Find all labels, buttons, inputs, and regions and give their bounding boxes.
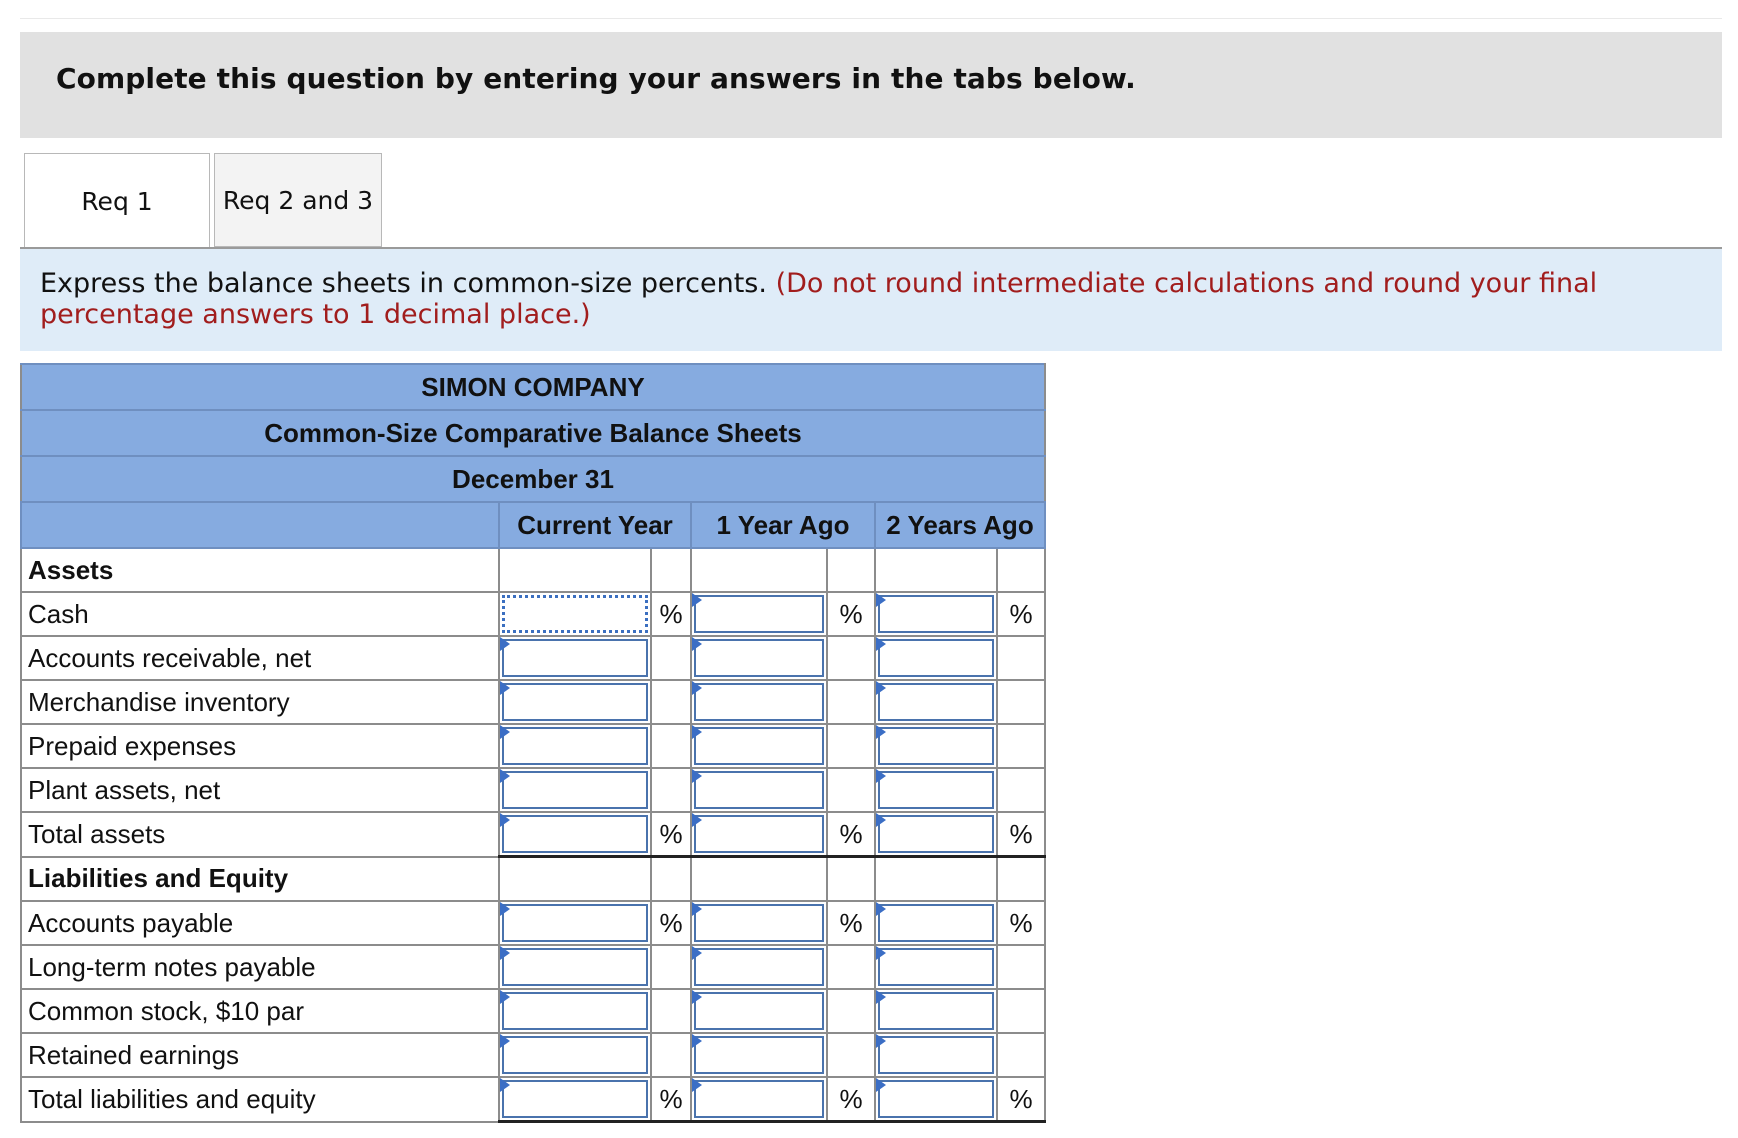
input-marker-icon <box>500 725 510 739</box>
input-marker-icon <box>692 769 702 783</box>
balance-sheet-table <box>20 363 1046 1123</box>
percent-sign: % <box>997 812 1045 857</box>
total-liabilities-equity-1-year-ago-input[interactable] <box>694 1080 824 1118</box>
row-prepaid-expenses <box>21 724 1045 768</box>
percent-sign: % <box>651 592 691 636</box>
row-plant-assets <box>21 768 1045 812</box>
top-divider <box>20 18 1722 19</box>
prepaid-expenses-1-year-ago-input[interactable] <box>694 727 824 765</box>
merchandise-inventory-current-year-input[interactable] <box>502 683 648 721</box>
row-liabilities-heading <box>21 857 1045 902</box>
input-marker-icon <box>500 637 510 651</box>
input-marker-icon <box>876 725 886 739</box>
accounts-payable-2-years-ago-input[interactable] <box>878 904 994 942</box>
row-label: Accounts receivable, net <box>21 636 499 680</box>
row-label: Accounts payable <box>21 901 499 945</box>
plant-assets-2-years-ago-input[interactable] <box>878 771 994 809</box>
common-stock-1-year-ago-input[interactable] <box>694 992 824 1030</box>
row-accounts-receivable <box>21 636 1045 680</box>
instruction-banner <box>20 32 1722 138</box>
percent-sign: % <box>827 1077 875 1122</box>
percent-sign: % <box>827 592 875 636</box>
prepaid-expenses-2-years-ago-input[interactable] <box>878 727 994 765</box>
input-marker-icon <box>692 725 702 739</box>
input-marker-icon <box>876 902 886 916</box>
percent-sign: % <box>651 812 691 857</box>
percent-sign: % <box>827 812 875 857</box>
row-label: Assets <box>21 548 499 592</box>
input-marker-icon <box>876 990 886 1004</box>
row-label: Common stock, $10 par <box>21 989 499 1033</box>
input-marker-icon <box>500 1078 510 1092</box>
total-assets-current-year-input[interactable] <box>502 815 648 853</box>
input-marker-icon <box>876 1034 886 1048</box>
input-marker-icon <box>500 990 510 1004</box>
statement-title: Common-Size Comparative Balance Sheets <box>21 410 1045 456</box>
input-marker-icon <box>500 813 510 827</box>
percent-sign: % <box>651 901 691 945</box>
row-long-term-notes-payable <box>21 945 1045 989</box>
accounts-payable-current-year-input[interactable] <box>502 904 648 942</box>
input-marker-icon <box>692 990 702 1004</box>
plant-assets-current-year-input[interactable] <box>502 771 648 809</box>
instructions-panel <box>20 249 1722 351</box>
input-marker-icon <box>692 902 702 916</box>
input-marker-icon <box>500 946 510 960</box>
row-label: Prepaid expenses <box>21 724 499 768</box>
instructions-main: Express the balance sheets in common-size percents. <box>40 268 767 299</box>
row-accounts-payable <box>21 901 1045 945</box>
input-marker-icon <box>876 769 886 783</box>
accounts-receivable-current-year-input[interactable] <box>502 639 648 677</box>
statement-date: December 31 <box>21 456 1045 502</box>
retained-earnings-current-year-input[interactable] <box>502 1036 648 1074</box>
input-marker-icon <box>692 813 702 827</box>
retained-earnings-2-years-ago-input[interactable] <box>878 1036 994 1074</box>
row-label: Plant assets, net <box>21 768 499 812</box>
input-marker-icon <box>692 637 702 651</box>
row-label: Liabilities and Equity <box>21 857 499 902</box>
row-common-stock <box>21 989 1045 1033</box>
cash-current-year-input[interactable] <box>502 595 648 633</box>
row-merchandise-inventory <box>21 680 1045 724</box>
accounts-receivable-2-years-ago-input[interactable] <box>878 639 994 677</box>
banner-text: Complete this question by entering your answers in the tabs below. <box>56 62 1136 95</box>
total-liabilities-equity-current-year-input[interactable] <box>502 1080 648 1118</box>
total-assets-1-year-ago-input[interactable] <box>694 815 824 853</box>
cash-1-year-ago-input[interactable] <box>694 595 824 633</box>
column-header-1-year-ago: 1 Year Ago <box>691 502 875 548</box>
percent-sign: % <box>997 901 1045 945</box>
row-label: Retained earnings <box>21 1033 499 1077</box>
input-marker-icon <box>692 1078 702 1092</box>
row-total-assets <box>21 812 1045 857</box>
tab-req-2-and-3[interactable]: Req 2 and 3 <box>214 153 382 247</box>
input-marker-icon <box>500 681 510 695</box>
percent-sign: % <box>997 592 1045 636</box>
cash-2-years-ago-input[interactable] <box>878 595 994 633</box>
input-marker-icon <box>876 813 886 827</box>
row-label: Cash <box>21 592 499 636</box>
accounts-receivable-1-year-ago-input[interactable] <box>694 639 824 677</box>
total-assets-2-years-ago-input[interactable] <box>878 815 994 853</box>
input-marker-icon <box>692 681 702 695</box>
input-marker-icon <box>500 769 510 783</box>
company-name: SIMON COMPANY <box>21 364 1045 410</box>
input-marker-icon <box>692 1034 702 1048</box>
long-term-notes-1-year-ago-input[interactable] <box>694 948 824 986</box>
accounts-payable-1-year-ago-input[interactable] <box>694 904 824 942</box>
common-stock-current-year-input[interactable] <box>502 992 648 1030</box>
tab-req-1[interactable]: Req 1 <box>24 153 210 249</box>
input-marker-icon <box>876 637 886 651</box>
row-retained-earnings <box>21 1033 1045 1077</box>
input-marker-icon <box>692 946 702 960</box>
label-column-header <box>21 502 499 548</box>
merchandise-inventory-2-years-ago-input[interactable] <box>878 683 994 721</box>
plant-assets-1-year-ago-input[interactable] <box>694 771 824 809</box>
input-marker-icon <box>876 946 886 960</box>
row-label: Long-term notes payable <box>21 945 499 989</box>
input-marker-icon <box>876 1078 886 1092</box>
input-marker-icon <box>500 902 510 916</box>
long-term-notes-2-years-ago-input[interactable] <box>878 948 994 986</box>
common-stock-2-years-ago-input[interactable] <box>878 992 994 1030</box>
row-label: Total liabilities and equity <box>21 1077 499 1122</box>
long-term-notes-current-year-input[interactable] <box>502 948 648 986</box>
input-marker-icon <box>876 593 886 607</box>
percent-sign: % <box>651 1077 691 1122</box>
input-marker-icon <box>500 1034 510 1048</box>
input-marker-icon <box>692 593 702 607</box>
percent-sign: % <box>827 901 875 945</box>
row-label: Merchandise inventory <box>21 680 499 724</box>
instructions-note: (Do not round intermediate calculations and round your final percentage answers to 1 decimal place.) <box>40 268 1598 330</box>
row-cash <box>21 592 1045 636</box>
column-header-2-years-ago: 2 Years Ago <box>875 502 1045 548</box>
merchandise-inventory-1-year-ago-input[interactable] <box>694 683 824 721</box>
row-label: Total assets <box>21 812 499 857</box>
total-liabilities-equity-2-years-ago-input[interactable] <box>878 1080 994 1118</box>
retained-earnings-1-year-ago-input[interactable] <box>694 1036 824 1074</box>
column-header-current-year: Current Year <box>499 502 691 548</box>
percent-sign: % <box>997 1077 1045 1122</box>
row-total-liabilities-and-equity <box>21 1077 1045 1122</box>
input-marker-icon <box>876 681 886 695</box>
prepaid-expenses-current-year-input[interactable] <box>502 727 648 765</box>
row-assets-heading <box>21 548 1045 592</box>
